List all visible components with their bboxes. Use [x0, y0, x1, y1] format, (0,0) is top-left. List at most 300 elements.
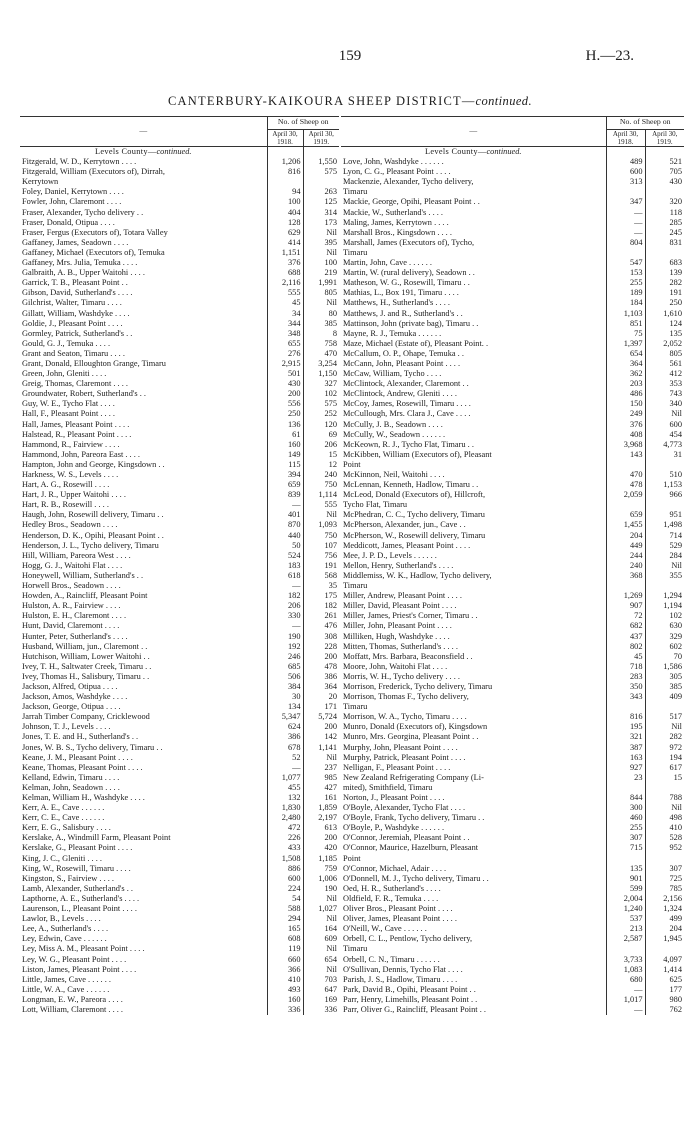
table-row — [341, 581, 684, 591]
sheep-1919-cell: 173 — [324, 217, 337, 227]
owner-name-cell: Grant, Donald, Elloughton Grange, Timaru — [20, 359, 267, 369]
table-row — [20, 672, 339, 682]
table-row — [341, 319, 684, 329]
owner-name-cell: Jackson, George, Otipua . . . . — [20, 702, 267, 712]
table-row — [20, 692, 339, 702]
sheep-1918-cell: 839 — [267, 490, 303, 500]
sheep-1918-cell: 224 — [267, 884, 303, 894]
owner-name-cell: McKinnon, Neil, Waitohi . . . . — [341, 470, 606, 480]
sheep-1918-cell: 816 — [267, 167, 303, 177]
sheep-1919-cell: 420 — [324, 843, 337, 853]
sheep-1919-cell: 385 — [324, 318, 337, 328]
sheep-1918-cell: 206 — [267, 601, 303, 611]
sheep-1918-cell: 240 — [606, 561, 645, 571]
sheep-1919-cell: 12 — [328, 459, 337, 469]
owner-name-cell: Timaru — [341, 187, 606, 197]
table-row — [20, 843, 339, 853]
table-row — [341, 995, 684, 1005]
table-row — [341, 268, 684, 278]
sheep-1918-cell: 350 — [606, 682, 645, 692]
sheep-1919-cell: 966 — [669, 490, 682, 500]
sheep-1918-cell: 1,269 — [606, 591, 645, 601]
sheep-1919-cell: 1,194 — [663, 601, 682, 611]
col-1918-header: April 30, 1918. — [606, 130, 645, 147]
sheep-1919-cell: 1,586 — [663, 661, 682, 671]
sheep-1918-cell: 203 — [606, 379, 645, 389]
sheep-1918-cell: 72 — [606, 611, 645, 621]
owner-name-cell: Mackie, George, Opihi, Pleasant Point . . — [341, 197, 606, 207]
table-row — [341, 177, 684, 187]
owner-name-cell: Kerr, C. E., Cave . . . . . . — [20, 813, 267, 823]
sheep-1919-cell: 758 — [324, 338, 337, 348]
sheep-1919-cell: 252 — [324, 409, 337, 419]
sheep-1919-cell: 409 — [669, 692, 682, 702]
owner-name-cell: Hampton, John and George, Kingsdown . . — [20, 460, 267, 470]
sheep-1919-cell: 182 — [324, 601, 337, 611]
owner-name-cell: Moffatt, Mrs. Barbara, Beaconsfield . . — [341, 652, 606, 662]
owner-name-cell: Hedley Bros., Seadown . . . . — [20, 520, 267, 530]
owner-name-cell: Lawlor, B., Levels . . . . — [20, 914, 267, 924]
sheep-1919-cell: 561 — [669, 358, 682, 368]
table-row — [20, 369, 339, 379]
sheep-1918-cell: 851 — [606, 319, 645, 329]
table-row — [20, 793, 339, 803]
sheep-1918-cell: 408 — [606, 430, 645, 440]
table-row — [341, 561, 684, 571]
sheep-1918-cell: 430 — [267, 379, 303, 389]
sheep-1918-cell: 190 — [267, 632, 303, 642]
owner-name-cell: McKeown, R. J., Tycho Flat, Timaru . . — [341, 440, 606, 450]
owner-name-cell: Fraser, Fergus (Executors of), Totara Valley — [20, 228, 267, 238]
table-row — [20, 248, 339, 258]
sheep-1918-cell: 470 — [606, 470, 645, 480]
sheep-1919-cell: 164 — [324, 924, 337, 934]
name-column-header: — — [20, 117, 267, 147]
table-row — [341, 450, 684, 460]
sheep-1918-cell: 134 — [267, 702, 303, 712]
table-row — [20, 854, 339, 864]
owner-name-cell: Kerslake, G., Pleasant Point . . . . — [20, 843, 267, 853]
owner-name-cell: Hart, J. R., Upper Waitohi . . . . — [20, 490, 267, 500]
sheep-1918-cell: 249 — [606, 409, 645, 419]
sheep-1918-cell: 1,397 — [606, 339, 645, 349]
table-row — [20, 571, 339, 581]
table-row — [341, 399, 684, 409]
sheep-1919-cell: 705 — [669, 167, 682, 177]
sheep-1919-cell: 139 — [669, 268, 682, 278]
owner-name-cell: Marshall, James (Executors of), Tycho, — [341, 238, 606, 248]
table-row — [341, 702, 684, 712]
sheep-1919-cell: 5,724 — [318, 712, 337, 722]
table-row — [20, 833, 339, 843]
sheep-1919-cell: 785 — [669, 883, 682, 893]
table-row — [20, 157, 339, 167]
sheep-1919-cell: 284 — [669, 550, 682, 560]
sheep-1918-cell: 149 — [267, 450, 303, 460]
sheep-1918-cell: 410 — [267, 975, 303, 985]
owner-name-cell: Hill, William, Pareora West . . . . — [20, 551, 267, 561]
left-table-body — [20, 147, 339, 1016]
owner-name-cell: Miller, David, Pleasant Point . . . . — [341, 601, 606, 611]
table-row — [341, 531, 684, 541]
sheep-1919-cell: 654 — [324, 954, 337, 964]
sheep-1918-cell: 343 — [606, 692, 645, 702]
table-row — [341, 278, 684, 288]
owner-name-cell: Middlemiss, W. K., Hadlow, Tycho delivery, — [341, 571, 606, 581]
sheep-1919-cell: 575 — [324, 399, 337, 409]
sheep-1919-cell: 206 — [324, 439, 337, 449]
sheep-1919-cell: Nil — [671, 409, 682, 419]
sheep-1919-cell: Nil — [326, 227, 337, 237]
owner-name-cell: Morris, W. H., Tycho delivery . . . . — [341, 672, 606, 682]
sheep-1918-cell: 394 — [267, 470, 303, 480]
sheep-1919-cell: 169 — [324, 994, 337, 1004]
table-row — [20, 581, 339, 591]
sheep-1918-cell: 804 — [606, 238, 645, 248]
sheep-1918-cell: 321 — [606, 732, 645, 742]
table-row — [341, 732, 684, 742]
table-row — [341, 692, 684, 702]
sheep-1918-cell: 718 — [606, 662, 645, 672]
owner-name-cell: Meddicott, James, Pleasant Point . . . . — [341, 541, 606, 551]
owner-name-cell: Lapthorne, A. E., Sutherland's . . . . — [20, 894, 267, 904]
table-row — [341, 167, 684, 177]
table-row — [341, 864, 684, 874]
table-row — [341, 662, 684, 672]
sheep-1918-cell: 255 — [606, 823, 645, 833]
sheep-1918-cell: 192 — [267, 642, 303, 652]
sheep-1919-cell: 191 — [669, 288, 682, 298]
table-row — [341, 833, 684, 843]
table-row — [20, 520, 339, 530]
owner-name-cell: Timaru — [341, 702, 606, 712]
sheep-1918-cell: 844 — [606, 793, 645, 803]
page-title — [0, 94, 700, 109]
sheep-1919-cell: Nil — [326, 298, 337, 308]
table-row — [20, 884, 339, 894]
table-row — [20, 349, 339, 359]
owner-name-cell: Mattinson, John (private bag), Timaru . . — [341, 319, 606, 329]
owner-name-cell: O'Connor, Jeremiah, Pleasant Point . . — [341, 833, 606, 843]
owner-name-cell: Howden, A., Raincliff, Pleasant Point — [20, 591, 267, 601]
sheep-1918-cell: 655 — [267, 339, 303, 349]
sheep-1919-cell: 8 — [332, 328, 337, 338]
sheep-1919-cell: 972 — [669, 742, 682, 752]
sheep-1918-cell: 600 — [267, 874, 303, 884]
sheep-1918-cell: 132 — [267, 793, 303, 803]
left-sheep-table — [20, 116, 339, 1015]
owner-name-cell: Ivey, T. H., Saltwater Creek, Timaru . . — [20, 662, 267, 672]
sheep-1918-cell: 376 — [606, 420, 645, 430]
owner-name-cell: King, W., Rosewill, Timaru . . . . — [20, 864, 267, 874]
owner-name-cell: Oliver, James, Pleasant Point . . . . — [341, 914, 606, 924]
sheep-1918-cell: 255 — [606, 278, 645, 288]
owner-name-cell: Mackie, W., Sutherland's . . . . — [341, 208, 606, 218]
table-row — [341, 460, 684, 470]
sheep-1919-cell: 951 — [669, 510, 682, 520]
sheep-1918-cell: 2,915 — [267, 359, 303, 369]
sheep-1919-cell: 336 — [324, 1004, 337, 1014]
sheep-1919-cell: 35 — [328, 581, 337, 591]
owner-name-cell: Parish, J. S., Hadlow, Timaru . . . . — [341, 975, 606, 985]
owner-name-cell: Kerslake, A., Windmill Farm, Pleasant Point — [20, 833, 267, 843]
sheep-1918-cell: 802 — [606, 642, 645, 652]
table-row — [341, 843, 684, 853]
table-row — [341, 309, 684, 319]
sheep-1918-cell: — — [606, 228, 645, 238]
owner-name-cell: Gaffaney, Mrs. Julia, Temuka . . . . — [20, 258, 267, 268]
table-row — [20, 541, 339, 551]
table-row — [341, 743, 684, 753]
sheep-1918-cell: 195 — [606, 722, 645, 732]
owner-name-cell: Marshall Bros., Kingsdown . . . . — [341, 228, 606, 238]
sheep-1919-cell: 528 — [669, 833, 682, 843]
sheep-1919-cell: Nil — [326, 944, 337, 954]
sheep-1919-cell: 282 — [669, 732, 682, 742]
sheep-1918-cell: 440 — [267, 531, 303, 541]
section-heading: Levels County—continued. — [341, 147, 606, 158]
sheep-1918-cell: 244 — [606, 551, 645, 561]
sheep-1918-cell: 364 — [606, 359, 645, 369]
table-row — [20, 480, 339, 490]
sheep-1919-cell: 282 — [669, 278, 682, 288]
sheep-1919-cell: 805 — [324, 288, 337, 298]
table-row — [341, 672, 684, 682]
sheep-1918-cell: 34 — [267, 309, 303, 319]
owner-name-cell: Parr, Oliver G., Raincliff, Pleasant Point . . — [341, 1005, 606, 1015]
sheep-count-group-header: No. of Sheep on — [267, 117, 339, 130]
sheep-1919-cell — [645, 702, 684, 712]
sheep-1919-cell: 980 — [669, 994, 682, 1004]
owner-name-cell: Grant and Seaton, Timaru . . . . — [20, 349, 267, 359]
table-row — [341, 783, 684, 793]
table-row — [20, 490, 339, 500]
sheep-1919-cell — [645, 581, 684, 591]
owner-name-cell: O'Donnell, M. J., Tycho delivery, Timaru . . — [341, 874, 606, 884]
sheep-1919-cell: 1,114 — [318, 490, 337, 500]
sheep-1918-cell: 486 — [606, 389, 645, 399]
owner-name-cell: Gaffaney, James, Seadown . . . . — [20, 238, 267, 248]
name-column-header: — — [341, 117, 606, 147]
sheep-1918-cell: 143 — [606, 450, 645, 460]
sheep-1918-cell: 618 — [267, 571, 303, 581]
table-row — [341, 430, 684, 440]
sheep-1919-cell: 285 — [669, 217, 682, 227]
sheep-1919-cell: 305 — [669, 671, 682, 681]
sheep-1918-cell: 362 — [606, 369, 645, 379]
sheep-1919-cell: 125 — [324, 197, 337, 207]
sheep-1918-cell: 3,968 — [606, 440, 645, 450]
sheep-1918-cell: 927 — [606, 763, 645, 773]
sheep-1919-cell: 427 — [324, 782, 337, 792]
table-row — [341, 157, 684, 167]
sheep-1919-cell: 194 — [669, 752, 682, 762]
owner-name-cell: Henderson, J. L., Tycho delivery, Timaru — [20, 541, 267, 551]
owner-name-cell: Orbell, C. L., Pentlow, Tycho delivery, — [341, 934, 606, 944]
table-row — [341, 248, 684, 258]
sheep-1918-cell: 61 — [267, 430, 303, 440]
sheep-1918-cell: 2,480 — [267, 813, 303, 823]
sheep-1919-cell: 80 — [328, 308, 337, 318]
sheep-1918-cell: 501 — [267, 369, 303, 379]
table-row — [341, 258, 684, 268]
owner-name-cell: Kelman, William H., Washdyke . . . . — [20, 793, 267, 803]
sheep-1918-cell: 5,347 — [267, 712, 303, 722]
owner-name-cell: Hutchison, William, Lower Waitohi . . — [20, 652, 267, 662]
sheep-1918-cell: 1,103 — [606, 309, 645, 319]
sheep-1919-cell: 3,254 — [318, 358, 337, 368]
table-row — [20, 561, 339, 571]
sheep-1918-cell: 336 — [267, 1005, 303, 1015]
sheep-1919-cell: Nil — [326, 247, 337, 257]
sheep-1919-cell: 329 — [669, 631, 682, 641]
owner-name-cell: McCallum, O. P., Ohape, Temuka . . — [341, 349, 606, 359]
sheep-1918-cell: 1,206 — [267, 157, 303, 167]
table-row — [20, 732, 339, 742]
sheep-1918-cell: 1,077 — [267, 773, 303, 783]
sheep-1919-cell: 353 — [669, 379, 682, 389]
table-row — [341, 894, 684, 904]
sheep-1919-cell: 517 — [669, 712, 682, 722]
table-row — [20, 904, 339, 914]
owner-name-cell: Oliver Bros., Pleasant Point . . . . — [341, 904, 606, 914]
owner-name-cell: McCann, John, Pleasant Point . . . . — [341, 359, 606, 369]
table-row — [20, 420, 339, 430]
sheep-1918-cell: 1,508 — [267, 854, 303, 864]
owner-name-cell: Mee, J. P. D., Levels . . . . . . — [341, 551, 606, 561]
owner-name-cell: Munro, Mrs. Georgina, Pleasant Point . . — [341, 732, 606, 742]
sheep-1919-cell: 1,294 — [663, 591, 682, 601]
sheep-1918-cell: 404 — [267, 208, 303, 218]
sheep-1919-cell: 788 — [669, 793, 682, 802]
owner-name-cell: Martin, John, Cave . . . . . . — [341, 258, 606, 268]
sheep-1918-cell: 283 — [606, 672, 645, 682]
owner-name-cell: Foley, Daniel, Kerrytown . . . . — [20, 187, 267, 197]
table-row — [341, 571, 684, 581]
sheep-1918-cell — [606, 187, 645, 197]
sheep-1919-cell: 743 — [669, 389, 682, 399]
table-row — [20, 642, 339, 652]
owner-name-cell: Jones, T. E. and H., Sutherland's . . — [20, 732, 267, 742]
owner-name-cell: Gaffaney, Michael (Executors of), Temuka — [20, 248, 267, 258]
sheep-1919-cell: 2,156 — [663, 893, 682, 903]
sheep-1919-cell: Nil — [326, 964, 337, 974]
sheep-1918-cell: 455 — [267, 783, 303, 793]
table-row — [20, 783, 339, 793]
sheep-1918-cell: 629 — [267, 228, 303, 238]
sheep-1918-cell: 23 — [606, 773, 645, 783]
sheep-1919-cell: 1,945 — [663, 934, 682, 944]
sheep-count-group-header: No. of Sheep on — [606, 117, 684, 130]
table-row — [341, 763, 684, 773]
sheep-1919-cell: 69 — [328, 429, 337, 439]
sheep-1919-cell: 308 — [324, 631, 337, 641]
table-row — [20, 551, 339, 561]
table-row — [341, 773, 684, 783]
owner-name-cell: McCully, W., Seadown . . . . . . — [341, 430, 606, 440]
sheep-1919-cell: 613 — [324, 823, 337, 833]
sheep-1919-cell: 15 — [673, 772, 682, 782]
sheep-1919-cell: 20 — [328, 692, 337, 702]
sheep-1919-cell — [645, 460, 684, 470]
sheep-1918-cell: 489 — [606, 157, 645, 167]
table-row — [20, 621, 339, 631]
sheep-1918-cell: 460 — [606, 813, 645, 823]
owner-name-cell: Hunt, David, Claremont . . . . — [20, 621, 267, 631]
sheep-1919-cell: 135 — [669, 328, 682, 338]
sheep-1919-cell — [645, 783, 684, 793]
owner-name-cell: Fitzgerald, William (Executors of), Dirrah, — [20, 167, 267, 177]
sheep-1918-cell: 401 — [267, 510, 303, 520]
table-row — [20, 743, 339, 753]
sheep-1919-cell: 985 — [324, 772, 337, 782]
sheep-1919-cell: 498 — [669, 813, 682, 823]
owner-name-cell: Hall, James, Pleasant Point . . . . — [20, 420, 267, 430]
sheep-1918-cell: 52 — [267, 753, 303, 763]
table-row — [20, 470, 339, 480]
sheep-1919-cell: 219 — [324, 268, 337, 278]
table-row — [341, 914, 684, 924]
sheep-1919-cell: 1,185 — [318, 853, 337, 863]
table-row — [341, 480, 684, 490]
owner-name-cell: McCoy, James, Rosewill, Timaru . . . . — [341, 399, 606, 409]
owner-name-cell: McLeod, Donald (Executors of), Hillcroft, — [341, 490, 606, 500]
sheep-1919-cell: 120 — [324, 419, 337, 429]
owner-name-cell: Liston, James, Pleasant Point . . . . — [20, 965, 267, 975]
table-row — [341, 359, 684, 369]
sheep-1918-cell: 414 — [267, 238, 303, 248]
sheep-1919-cell: 756 — [324, 550, 337, 560]
table-row — [341, 470, 684, 480]
sheep-1919-cell: 200 — [324, 651, 337, 661]
sheep-1918-cell — [606, 500, 645, 510]
sheep-1918-cell: 45 — [267, 298, 303, 308]
sheep-1918-cell: 344 — [267, 319, 303, 329]
sheep-1918-cell: 75 — [606, 329, 645, 339]
sheep-1919-cell: 617 — [669, 762, 682, 772]
sheep-1918-cell: 2,587 — [606, 934, 645, 944]
sheep-1918-cell: 437 — [606, 632, 645, 642]
owner-name-cell: Kerr, A. E., Cave . . . . . . — [20, 803, 267, 813]
table-row — [341, 409, 684, 419]
owner-name-cell: Laurenson, L., Pleasant Point . . . . — [20, 904, 267, 914]
table-row — [20, 339, 339, 349]
sheep-1919-cell: 1,550 — [318, 157, 337, 167]
sheep-1919-cell: 107 — [324, 540, 337, 550]
table-row — [341, 369, 684, 379]
sheep-1919-cell — [303, 177, 339, 187]
sheep-1918-cell: 1,151 — [267, 248, 303, 258]
table-row — [20, 985, 339, 995]
sheep-1919-cell: 355 — [669, 570, 682, 580]
table-row — [20, 702, 339, 712]
table-row — [20, 722, 339, 732]
sheep-1919-cell: 2,052 — [663, 338, 682, 348]
owner-name-cell: McPherson, W., Rosewill delivery, Timaru — [341, 531, 606, 541]
table-row — [341, 975, 684, 985]
sheep-1918-cell: 555 — [267, 288, 303, 298]
sheep-1918-cell: 659 — [606, 510, 645, 520]
sheep-1919-cell: 237 — [324, 762, 337, 772]
table-row — [341, 187, 684, 197]
sheep-1918-cell: 660 — [267, 955, 303, 965]
owner-name-cell: Timaru — [341, 248, 606, 258]
sheep-1918-cell: 100 — [267, 197, 303, 207]
sheep-1919-cell: 714 — [669, 530, 682, 540]
owner-name-cell: Milliken, Hugh, Washdyke . . . . — [341, 632, 606, 642]
col-1919-header: April 30, 1919. — [645, 130, 684, 147]
table-row — [20, 500, 339, 510]
